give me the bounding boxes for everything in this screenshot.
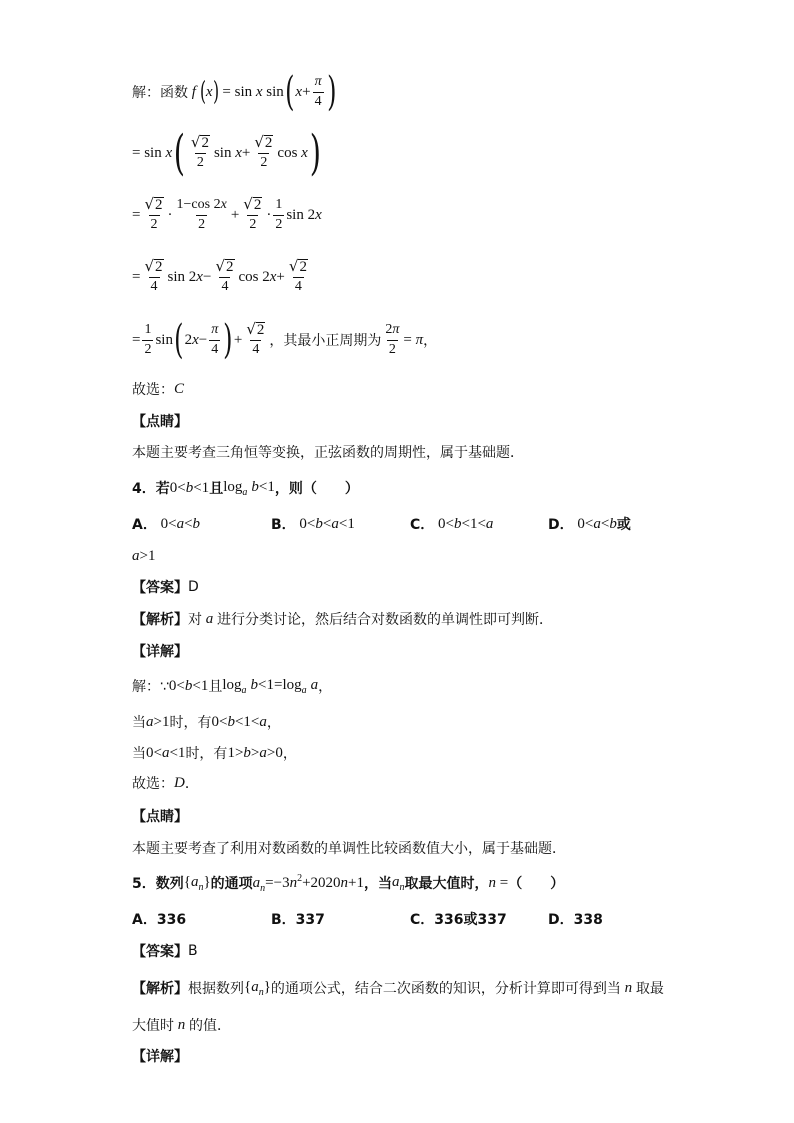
period-text: ，其最小正周期为 — [269, 333, 382, 349]
q4-option-d-cont: a>1 — [132, 547, 156, 564]
q4-answer: 【答案】 D — [132, 579, 199, 596]
q5-option-d[interactable]: D．338 — [548, 912, 603, 928]
q5-option-a[interactable]: A．336 — [132, 912, 187, 928]
q4-detail-line-2: 当 a>1 时，有 0<b<1<a ， — [132, 713, 281, 731]
q5-detail-label: 【详解】 — [132, 1049, 188, 1065]
choose-line-3 — [132, 378, 184, 400]
solution-line-1: 解：函数 f ( x ) = sin x sin ( x + $\frac{\pi}{4}$ ) — [132, 69, 337, 115]
q5-analysis-line-1: 【解析】 根据数列 $\{a_n\}$ 的通项公式，结合二次函数的知识，分析计算即可得到当 n 取最 — [132, 978, 664, 998]
solution-line-4: = √ 2 4 sin 2x− √ 2 4 cos 2x+ √ 2 4 — [132, 257, 307, 294]
q5-option-b[interactable]: B．337 — [271, 912, 325, 928]
q4-option-c[interactable]: C． 0<b<1<a — [410, 515, 494, 533]
q4-option-a[interactable]: A． 0<a<b — [132, 515, 201, 533]
q4-analysis: 【解析】 对 a 进行分类讨论，然后结合对数函数的单调性即可判断． — [132, 610, 553, 628]
choose-label: 故选： — [132, 382, 174, 398]
solution-line-5: = $\frac{1}{2}$ sin ( 2x− $\frac{\pi}{4}$ ) + √ 2 4 ，其最小正周期为 $\frac{2\pi}{2}$ = π ， — [132, 317, 438, 363]
q4-detail-line-3: 当 0<a<1 时，有 1>b>a>0 ， — [132, 744, 297, 762]
dianjing-text: 本题主要考查三角恒等变换，正弦函数的周期性，属于基础题． — [132, 445, 524, 461]
q5-analysis-line-2: 大值时 n 的值． — [132, 1016, 231, 1034]
math-expr: f — [188, 83, 200, 100]
dianjing-heading: 【点睛】 — [132, 414, 188, 430]
fraction-pi-over-4: $\frac{\pi}{4}$ — [314, 74, 322, 109]
solution-line-2: = sin x ( √ 2 2 sin x + √ 2 2 cos x ) — [132, 125, 321, 181]
q4-option-d[interactable]: D． 0<a<b 或 — [548, 515, 631, 533]
solution-line-3: = √ 2 2 · $\frac{1-\cos 2x}{2}$ + √ 2 2 · $\frac{1}{2}$ sin 2x — [132, 195, 322, 232]
q5-answer: 【答案】 B — [132, 943, 198, 960]
question-4: 4．若 0<b<1 且 $\log_a b<1$ ，则（ ） — [132, 478, 359, 498]
q4-option-b[interactable]: B． 0<b<a<1 — [271, 515, 355, 533]
q4-detail-line-1: 解：∵ 0<b<1 且 $\log_a b<1=\log_a$ a ， — [132, 676, 333, 696]
q4-dianjing-heading: 【点睛】 — [132, 809, 188, 825]
q4-detail-label: 【详解】 — [132, 644, 188, 660]
q4-choose: 故选： D ． — [132, 774, 199, 792]
answer-letter: C — [174, 380, 185, 397]
q5-option-c[interactable]: C．336或337 — [410, 912, 507, 928]
question-5: 5．数列 $\{a_n\}$ 的通项 $a_n=-3n^2+2020n+1$ ，当 $a_n$ 取最大值时， n = （ ） — [132, 872, 565, 894]
q4-dianjing-text: 本题主要考查了利用对数函数的单调性比较函数值大小，属于基础题． — [132, 841, 566, 857]
solution-prefix: 解：函数 — [132, 85, 188, 101]
